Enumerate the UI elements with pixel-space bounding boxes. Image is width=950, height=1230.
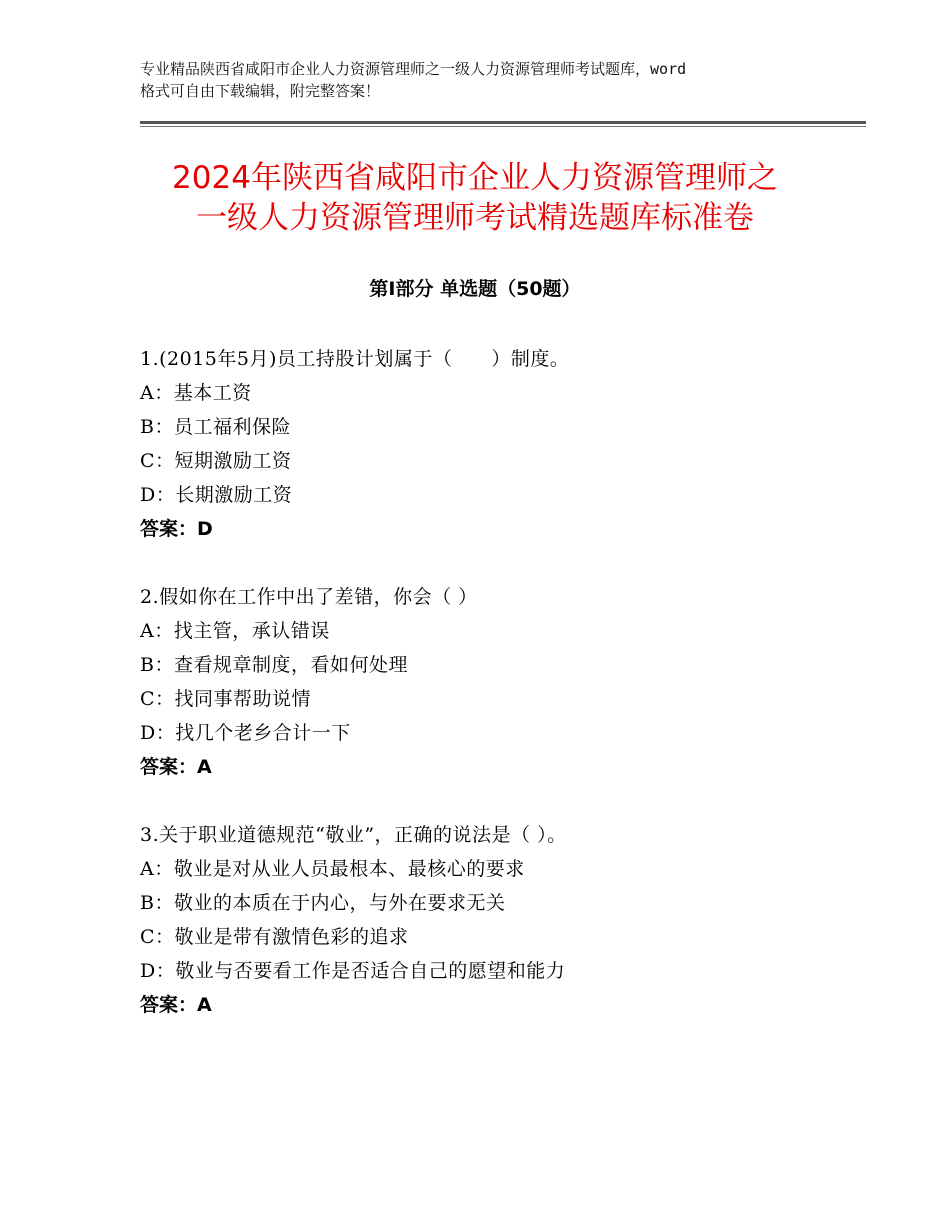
question-stem: 1.(2015年5月)员工持股计划属于（ ）制度。 [140,348,570,370]
option-a: A：找主管，承认错误 [140,620,330,642]
question-stem: 2.假如你在工作中出了差错，你会（ ） [140,586,478,608]
document-title [100,158,850,238]
question-list [140,342,840,1056]
header-divider-thick [140,121,866,124]
question-2 [140,580,840,784]
option-d: D：长期激励工资 [140,484,293,506]
option-c: C：敬业是带有激情色彩的追求 [140,926,409,948]
header-note-line-1: 专业精品陕西省咸阳市企业人力资源管理师之一级人力资源管理师考试题库，word [140,60,687,78]
document-title-line-2: 一级人力资源管理师考试精选题库标准卷 [196,200,754,236]
option-b: B：员工福利保险 [140,416,291,438]
document-title-line-1: 2024年陕西省咸阳市企业人力资源管理师之 [172,160,778,196]
answer-label: 答案：D [140,518,213,540]
question-stem: 3.关于职业道德规范“敬业”，正确的说法是（ ）。 [140,824,567,846]
option-c: C：短期激励工资 [140,450,292,472]
option-a: A：基本工资 [140,382,252,404]
option-c: C：找同事帮助说情 [140,688,312,710]
answer-label: 答案：A [140,756,212,778]
header-note-line-2: 格式可自由下载编辑，附完整答案！ [140,82,381,100]
option-d: D：找几个老乡合计一下 [140,722,351,744]
header-divider-thin [140,126,866,127]
header-note [140,58,840,102]
option-a: A：敬业是对从业人员最根本、最核心的要求 [140,858,525,880]
section-title: 第Ⅰ部分 单选题（50题） [369,278,581,300]
option-b: B：敬业的本质在于内心，与外在要求无关 [140,892,506,914]
option-d: D：敬业与否要看工作是否适合自己的愿望和能力 [140,960,566,982]
question-1 [140,342,840,546]
option-b: B：查看规章制度，看如何处理 [140,654,408,676]
question-3 [140,818,840,1022]
answer-label: 答案：A [140,994,212,1016]
